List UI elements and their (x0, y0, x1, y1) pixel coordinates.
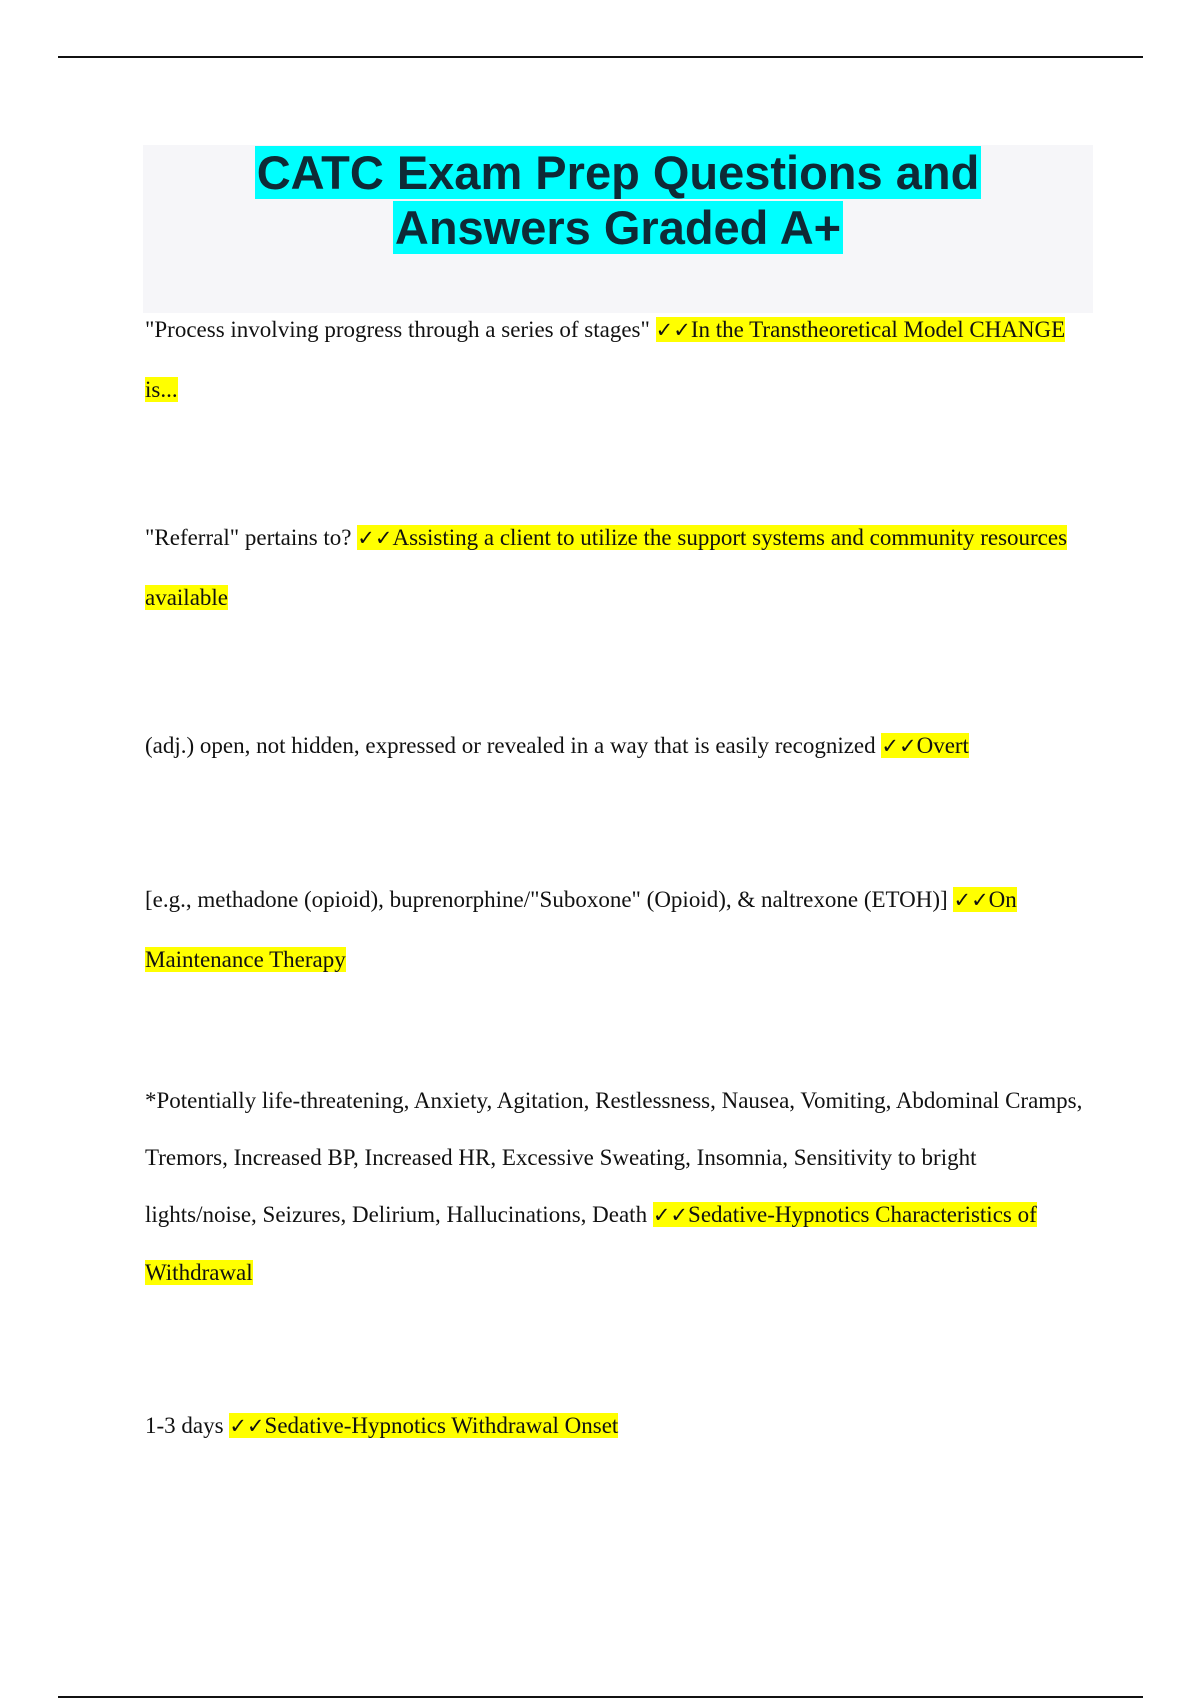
double-check-icon: ✓✓ (229, 1414, 265, 1438)
question-text: [e.g., methadone (opioid), buprenorphine/"Suboxone" (Opioid), & naltrexone (ETOH)] (145, 887, 948, 912)
answer-highlight (229, 1413, 618, 1438)
qa-item (145, 870, 1090, 990)
qa-item (145, 716, 1090, 776)
double-check-icon: ✓✓ (357, 526, 393, 550)
answer-text: In the Transtheoretical Model CHANGE is... (145, 317, 1066, 402)
double-check-icon: ✓✓ (953, 888, 989, 912)
question-text: "Process involving progress through a series of stages" (145, 317, 650, 342)
qa-item (145, 1396, 1090, 1456)
question-text: 1-3 days (145, 1413, 224, 1438)
question-text: *Potentially life-threatening, Anxiety, Agitation, Restlessness, Nausea, Vomiting, Abdominal Cramps, Tremors, Increased BP, Increased HR, Excessive Sweating, Insomnia, Sensitivity to bright lights/noise, Seizures, Delirium, Hallucinations, Death (145, 1088, 1083, 1227)
document-title (143, 145, 1093, 255)
top-rule (58, 56, 1143, 58)
title-line-2: Answers Graded A+ (394, 201, 842, 254)
double-check-icon: ✓✓ (652, 1203, 689, 1227)
answer-text: On Maintenance Therapy (145, 887, 1017, 972)
answer-highlight (881, 733, 969, 758)
bottom-rule (58, 1696, 1143, 1698)
double-check-icon: ✓✓ (655, 318, 691, 342)
double-check-icon: ✓✓ (881, 734, 917, 758)
qa-item (145, 508, 1090, 628)
qa-item (145, 300, 1090, 420)
answer-text: Sedative-Hypnotics Withdrawal Onset (264, 1413, 619, 1438)
question-text: (adj.) open, not hidden, expressed or revealed in a way that is easily recognized (145, 733, 876, 758)
answer-text: Sedative-Hypnotics Characteristics of Withdrawal (145, 1202, 1037, 1285)
qa-item (145, 1072, 1090, 1301)
title-line-1: CATC Exam Prep Questions and (256, 146, 980, 199)
answer-text: Overt (916, 733, 969, 758)
answer-text: Assisting a client to utilize the support systems and community resources available (145, 525, 1068, 610)
question-text: "Referral" pertains to? (145, 525, 352, 550)
